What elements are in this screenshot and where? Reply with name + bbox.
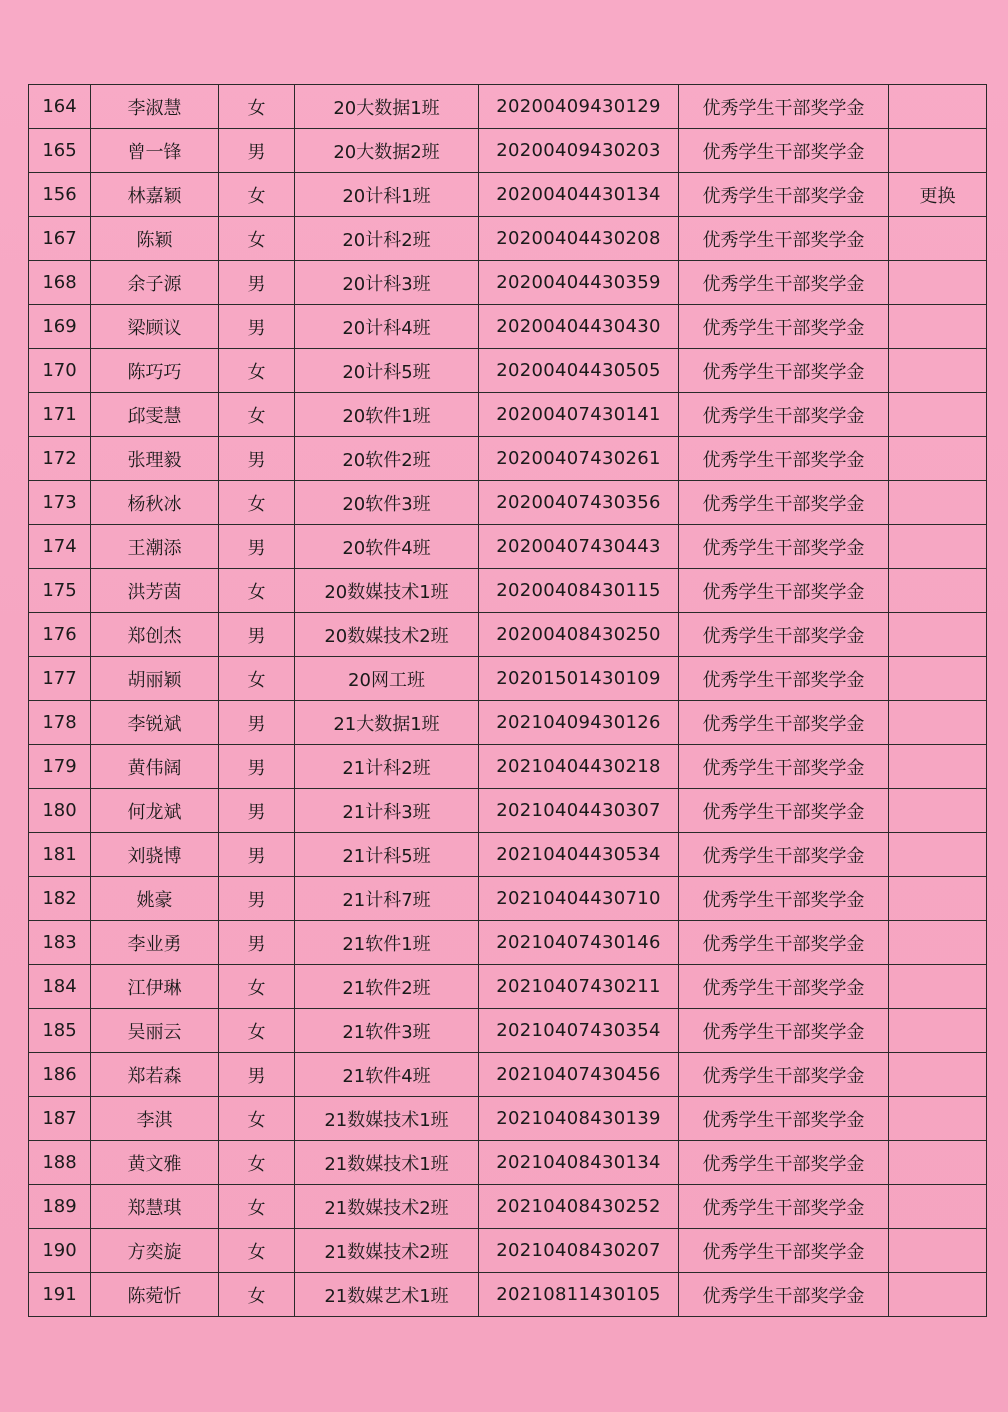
student-gender-cell: 女: [219, 965, 295, 1009]
student-id-cell: 20210407430211: [479, 965, 679, 1009]
remark-cell: 更换: [889, 173, 987, 217]
remark-cell: [889, 965, 987, 1009]
student-class-cell: 20网工班: [295, 657, 479, 701]
row-number-cell: 183: [29, 921, 91, 965]
row-number-cell: 189: [29, 1185, 91, 1229]
student-name-cell: 黄伟阔: [91, 745, 219, 789]
student-class-cell: 21大数据1班: [295, 701, 479, 745]
student-class-cell: 20数媒技术1班: [295, 569, 479, 613]
student-class-cell: 21软件1班: [295, 921, 479, 965]
student-class-cell: 20大数据1班: [295, 85, 479, 129]
student-gender-cell: 男: [219, 305, 295, 349]
table-row: [29, 305, 987, 349]
row-number-cell: 170: [29, 349, 91, 393]
row-number-cell: 168: [29, 261, 91, 305]
award-type-cell: 优秀学生干部奖学金: [679, 85, 889, 129]
row-number-cell: 172: [29, 437, 91, 481]
table-row: [29, 1185, 987, 1229]
student-id-cell: 20210404430534: [479, 833, 679, 877]
student-class-cell: 20计科5班: [295, 349, 479, 393]
table-row: [29, 525, 987, 569]
row-number-cell: 190: [29, 1229, 91, 1273]
student-gender-cell: 男: [219, 701, 295, 745]
student-class-cell: 21数媒技术2班: [295, 1185, 479, 1229]
award-type-cell: 优秀学生干部奖学金: [679, 1185, 889, 1229]
student-name-cell: 杨秋冰: [91, 481, 219, 525]
remark-cell: [889, 1141, 987, 1185]
student-gender-cell: 女: [219, 85, 295, 129]
remark-cell: [889, 1229, 987, 1273]
student-gender-cell: 男: [219, 833, 295, 877]
student-class-cell: 21软件3班: [295, 1009, 479, 1053]
student-class-cell: 20计科2班: [295, 217, 479, 261]
award-type-cell: 优秀学生干部奖学金: [679, 437, 889, 481]
table-row: [29, 569, 987, 613]
student-name-cell: 林嘉颖: [91, 173, 219, 217]
row-number-cell: 185: [29, 1009, 91, 1053]
student-gender-cell: 女: [219, 481, 295, 525]
student-class-cell: 21计科5班: [295, 833, 479, 877]
student-gender-cell: 男: [219, 1053, 295, 1097]
row-number-cell: 178: [29, 701, 91, 745]
student-class-cell: 21计科7班: [295, 877, 479, 921]
student-name-cell: 陈巧巧: [91, 349, 219, 393]
student-name-cell: 陈菀忻: [91, 1273, 219, 1317]
student-id-cell: 20200407430443: [479, 525, 679, 569]
student-name-cell: 李淑慧: [91, 85, 219, 129]
remark-cell: [889, 1185, 987, 1229]
student-gender-cell: 女: [219, 1273, 295, 1317]
student-class-cell: 20计科3班: [295, 261, 479, 305]
roster-body: [29, 85, 987, 1317]
student-gender-cell: 男: [219, 261, 295, 305]
student-class-cell: 21数媒技术1班: [295, 1141, 479, 1185]
row-number-cell: 187: [29, 1097, 91, 1141]
remark-cell: [889, 1097, 987, 1141]
table-row: [29, 129, 987, 173]
student-class-cell: 21计科3班: [295, 789, 479, 833]
student-name-cell: 陈颖: [91, 217, 219, 261]
student-gender-cell: 男: [219, 129, 295, 173]
award-type-cell: 优秀学生干部奖学金: [679, 481, 889, 525]
row-number-cell: 182: [29, 877, 91, 921]
award-type-cell: 优秀学生干部奖学金: [679, 657, 889, 701]
student-name-cell: 刘骁博: [91, 833, 219, 877]
student-id-cell: 20210408430134: [479, 1141, 679, 1185]
student-id-cell: 20210811430105: [479, 1273, 679, 1317]
remark-cell: [889, 701, 987, 745]
student-id-cell: 20210407430456: [479, 1053, 679, 1097]
student-id-cell: 20200409430129: [479, 85, 679, 129]
table-row: [29, 437, 987, 481]
remark-cell: [889, 1273, 987, 1317]
student-gender-cell: 男: [219, 437, 295, 481]
student-name-cell: 郑创杰: [91, 613, 219, 657]
table-row: [29, 921, 987, 965]
student-id-cell: 20200408430250: [479, 613, 679, 657]
row-number-cell: 191: [29, 1273, 91, 1317]
award-type-cell: 优秀学生干部奖学金: [679, 261, 889, 305]
student-name-cell: 李锐斌: [91, 701, 219, 745]
student-id-cell: 20210408430139: [479, 1097, 679, 1141]
table-row: [29, 789, 987, 833]
remark-cell: [889, 1053, 987, 1097]
student-name-cell: 黄文雅: [91, 1141, 219, 1185]
row-number-cell: 173: [29, 481, 91, 525]
remark-cell: [889, 877, 987, 921]
student-id-cell: 20200404430359: [479, 261, 679, 305]
student-gender-cell: 男: [219, 525, 295, 569]
row-number-cell: 165: [29, 129, 91, 173]
table-row: [29, 1273, 987, 1317]
student-class-cell: 21计科2班: [295, 745, 479, 789]
student-class-cell: 21软件4班: [295, 1053, 479, 1097]
remark-cell: [889, 305, 987, 349]
student-class-cell: 20软件4班: [295, 525, 479, 569]
student-class-cell: 20软件3班: [295, 481, 479, 525]
award-type-cell: 优秀学生干部奖学金: [679, 613, 889, 657]
student-name-cell: 张理毅: [91, 437, 219, 481]
student-gender-cell: 女: [219, 569, 295, 613]
table-row: [29, 1097, 987, 1141]
remark-cell: [889, 745, 987, 789]
student-id-cell: 20200404430505: [479, 349, 679, 393]
scholarship-roster-table: [28, 84, 987, 1317]
table-row: [29, 85, 987, 129]
student-id-cell: 20200407430141: [479, 393, 679, 437]
row-number-cell: 156: [29, 173, 91, 217]
student-id-cell: 20200404430208: [479, 217, 679, 261]
remark-cell: [889, 261, 987, 305]
row-number-cell: 167: [29, 217, 91, 261]
student-class-cell: 21数媒艺术1班: [295, 1273, 479, 1317]
student-gender-cell: 女: [219, 217, 295, 261]
award-type-cell: 优秀学生干部奖学金: [679, 701, 889, 745]
award-type-cell: 优秀学生干部奖学金: [679, 569, 889, 613]
student-id-cell: 20200407430356: [479, 481, 679, 525]
student-id-cell: 20210404430710: [479, 877, 679, 921]
student-gender-cell: 女: [219, 1229, 295, 1273]
table-row: [29, 965, 987, 1009]
student-gender-cell: 男: [219, 877, 295, 921]
student-name-cell: 何龙斌: [91, 789, 219, 833]
remark-cell: [889, 525, 987, 569]
table-row: [29, 349, 987, 393]
student-id-cell: 20210407430146: [479, 921, 679, 965]
student-gender-cell: 男: [219, 789, 295, 833]
award-type-cell: 优秀学生干部奖学金: [679, 1229, 889, 1273]
table-row: [29, 877, 987, 921]
student-id-cell: 20200404430134: [479, 173, 679, 217]
remark-cell: [889, 129, 987, 173]
student-id-cell: 20210408430252: [479, 1185, 679, 1229]
remark-cell: [889, 85, 987, 129]
student-name-cell: 李业勇: [91, 921, 219, 965]
student-id-cell: 20210404430218: [479, 745, 679, 789]
award-type-cell: 优秀学生干部奖学金: [679, 1141, 889, 1185]
student-class-cell: 20计科4班: [295, 305, 479, 349]
student-class-cell: 21数媒技术2班: [295, 1229, 479, 1273]
remark-cell: [889, 393, 987, 437]
award-type-cell: 优秀学生干部奖学金: [679, 1273, 889, 1317]
table-row: [29, 1009, 987, 1053]
student-name-cell: 郑若森: [91, 1053, 219, 1097]
student-class-cell: 20大数据2班: [295, 129, 479, 173]
award-type-cell: 优秀学生干部奖学金: [679, 877, 889, 921]
student-gender-cell: 女: [219, 1097, 295, 1141]
student-name-cell: 江伊琳: [91, 965, 219, 1009]
table-row: [29, 261, 987, 305]
student-class-cell: 20数媒技术2班: [295, 613, 479, 657]
award-type-cell: 优秀学生干部奖学金: [679, 393, 889, 437]
student-gender-cell: 女: [219, 393, 295, 437]
row-number-cell: 184: [29, 965, 91, 1009]
table-row: [29, 745, 987, 789]
student-name-cell: 梁顾议: [91, 305, 219, 349]
student-id-cell: 20210407430354: [479, 1009, 679, 1053]
student-name-cell: 方奕旋: [91, 1229, 219, 1273]
student-id-cell: 20200409430203: [479, 129, 679, 173]
row-number-cell: 188: [29, 1141, 91, 1185]
student-name-cell: 邱雯慧: [91, 393, 219, 437]
student-id-cell: 20201501430109: [479, 657, 679, 701]
award-type-cell: 优秀学生干部奖学金: [679, 789, 889, 833]
remark-cell: [889, 217, 987, 261]
row-number-cell: 176: [29, 613, 91, 657]
award-type-cell: 优秀学生干部奖学金: [679, 1097, 889, 1141]
award-type-cell: 优秀学生干部奖学金: [679, 129, 889, 173]
remark-cell: [889, 657, 987, 701]
table-row: [29, 833, 987, 877]
award-type-cell: 优秀学生干部奖学金: [679, 349, 889, 393]
award-type-cell: 优秀学生干部奖学金: [679, 173, 889, 217]
student-id-cell: 20210409430126: [479, 701, 679, 745]
student-class-cell: 20软件2班: [295, 437, 479, 481]
table-row: [29, 1229, 987, 1273]
award-type-cell: 优秀学生干部奖学金: [679, 1009, 889, 1053]
award-type-cell: 优秀学生干部奖学金: [679, 525, 889, 569]
row-number-cell: 181: [29, 833, 91, 877]
student-class-cell: 20计科1班: [295, 173, 479, 217]
remark-cell: [889, 833, 987, 877]
student-class-cell: 20软件1班: [295, 393, 479, 437]
table-row: [29, 1141, 987, 1185]
student-name-cell: 李淇: [91, 1097, 219, 1141]
student-gender-cell: 女: [219, 1009, 295, 1053]
remark-cell: [889, 789, 987, 833]
row-number-cell: 177: [29, 657, 91, 701]
row-number-cell: 171: [29, 393, 91, 437]
remark-cell: [889, 349, 987, 393]
award-type-cell: 优秀学生干部奖学金: [679, 833, 889, 877]
table-row: [29, 613, 987, 657]
remark-cell: [889, 481, 987, 525]
table-row: [29, 481, 987, 525]
award-type-cell: 优秀学生干部奖学金: [679, 745, 889, 789]
student-gender-cell: 男: [219, 745, 295, 789]
row-number-cell: 175: [29, 569, 91, 613]
award-type-cell: 优秀学生干部奖学金: [679, 965, 889, 1009]
student-gender-cell: 女: [219, 657, 295, 701]
student-name-cell: 胡丽颖: [91, 657, 219, 701]
student-gender-cell: 女: [219, 1185, 295, 1229]
row-number-cell: 179: [29, 745, 91, 789]
student-id-cell: 20210404430307: [479, 789, 679, 833]
row-number-cell: 169: [29, 305, 91, 349]
student-name-cell: 余子源: [91, 261, 219, 305]
student-name-cell: 郑慧琪: [91, 1185, 219, 1229]
student-name-cell: 吴丽云: [91, 1009, 219, 1053]
student-gender-cell: 女: [219, 173, 295, 217]
row-number-cell: 174: [29, 525, 91, 569]
student-class-cell: 21软件2班: [295, 965, 479, 1009]
row-number-cell: 180: [29, 789, 91, 833]
student-gender-cell: 男: [219, 613, 295, 657]
table-row: [29, 393, 987, 437]
student-id-cell: 20210408430207: [479, 1229, 679, 1273]
table-row: [29, 701, 987, 745]
student-name-cell: 姚豪: [91, 877, 219, 921]
table-row: [29, 217, 987, 261]
table-row: [29, 173, 987, 217]
student-id-cell: 20200404430430: [479, 305, 679, 349]
remark-cell: [889, 437, 987, 481]
student-name-cell: 曾一锋: [91, 129, 219, 173]
row-number-cell: 164: [29, 85, 91, 129]
award-type-cell: 优秀学生干部奖学金: [679, 1053, 889, 1097]
remark-cell: [889, 569, 987, 613]
table-row: [29, 1053, 987, 1097]
remark-cell: [889, 613, 987, 657]
student-gender-cell: 男: [219, 921, 295, 965]
student-gender-cell: 女: [219, 1141, 295, 1185]
student-id-cell: 20200408430115: [479, 569, 679, 613]
table-row: [29, 657, 987, 701]
award-type-cell: 优秀学生干部奖学金: [679, 921, 889, 965]
remark-cell: [889, 1009, 987, 1053]
student-name-cell: 王潮添: [91, 525, 219, 569]
award-type-cell: 优秀学生干部奖学金: [679, 217, 889, 261]
award-type-cell: 优秀学生干部奖学金: [679, 305, 889, 349]
student-name-cell: 洪芳茵: [91, 569, 219, 613]
remark-cell: [889, 921, 987, 965]
student-class-cell: 21数媒技术1班: [295, 1097, 479, 1141]
student-gender-cell: 女: [219, 349, 295, 393]
row-number-cell: 186: [29, 1053, 91, 1097]
student-id-cell: 20200407430261: [479, 437, 679, 481]
